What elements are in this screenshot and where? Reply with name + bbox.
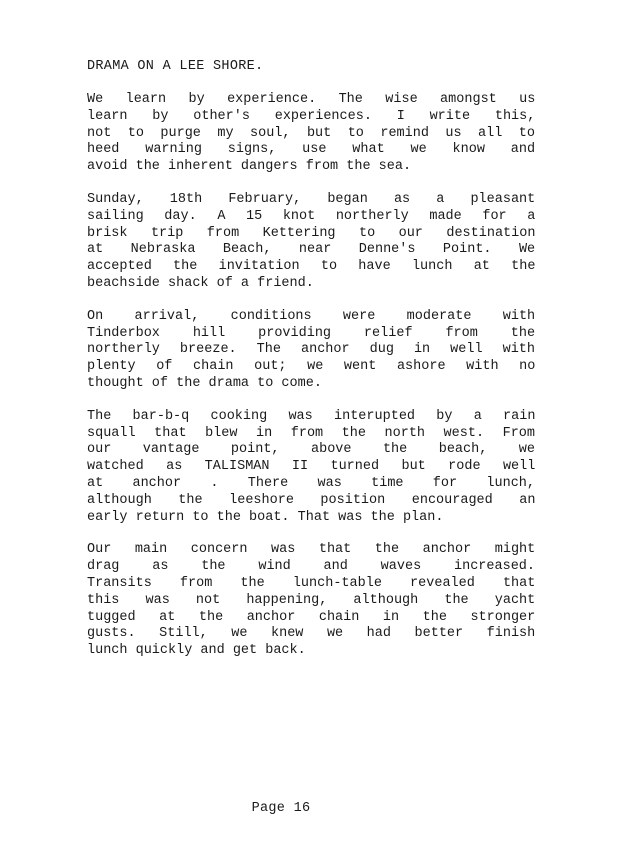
text-line: thought of the drama to come.	[87, 375, 322, 391]
text-line: early return to the boat. That was the plan.	[87, 509, 444, 525]
text-line: Our main concern was that the anchor might	[87, 542, 535, 558]
text-line: lunch quickly and get back.	[87, 643, 306, 659]
paragraph	[87, 92, 535, 176]
paragraphs-container	[87, 92, 535, 660]
text-line: We learn by experience. The wise amongst us	[87, 92, 535, 107]
text-line: On arrival, conditions were moderate with	[87, 308, 535, 324]
text-line: beachside shack of a friend.	[87, 275, 314, 291]
paragraph	[87, 192, 535, 293]
text-line: Tinderbox hill providing relief from the	[87, 325, 535, 341]
text-line: learn by other's experiences. I write this,	[87, 108, 535, 124]
text-line: drag as the wind and waves increased.	[87, 559, 535, 575]
text-line: The bar-b-q cooking was interupted by a rain	[87, 408, 535, 424]
text-line: brisk trip from Kettering to our destination	[87, 225, 535, 241]
text-line: plenty of chain out; we went ashore with no	[87, 359, 535, 375]
text-line: at Nebraska Beach, near Denne's Point. We	[87, 242, 535, 258]
text-line: this was not happening, although the yacht	[87, 592, 535, 608]
text-line: sailing day. A 15 knot northerly made for a	[87, 208, 535, 224]
text-line: gusts. Still, we knew we had better finish	[87, 626, 535, 642]
text-line: not to purge my soul, but to remind us all to	[87, 125, 535, 141]
text-line: avoid the inherent dangers from the sea.	[87, 159, 412, 175]
article-title: DRAMA ON A LEE SHORE.	[87, 59, 264, 74]
text-line: tugged at the anchor chain in the stronger	[87, 609, 535, 625]
text-line: although the leeshore position encouraged an	[87, 492, 535, 508]
page-footer	[0, 800, 622, 817]
text-line: watched as TALISMAN II turned but rode well	[87, 459, 535, 475]
paragraph	[87, 309, 535, 393]
text-line: squall that blew in from the north west. From	[87, 425, 535, 441]
text-line: at anchor . There was time for lunch,	[87, 475, 535, 491]
paragraph	[87, 542, 535, 660]
text-line: Sunday, 18th February, began as a pleasant	[87, 191, 535, 207]
text-line: our vantage point, above the beach, we	[87, 442, 535, 458]
article-body	[87, 58, 535, 676]
text-line: accepted the invitation to have lunch at the	[87, 259, 535, 275]
paragraph	[87, 409, 535, 527]
page-number: Page 16	[251, 801, 311, 816]
text-line: heed warning signs, use what we know and	[87, 142, 535, 158]
text-line: northerly breeze. The anchor dug in well with	[87, 342, 535, 358]
text-line: Transits from the lunch-table revealed that	[87, 575, 535, 591]
